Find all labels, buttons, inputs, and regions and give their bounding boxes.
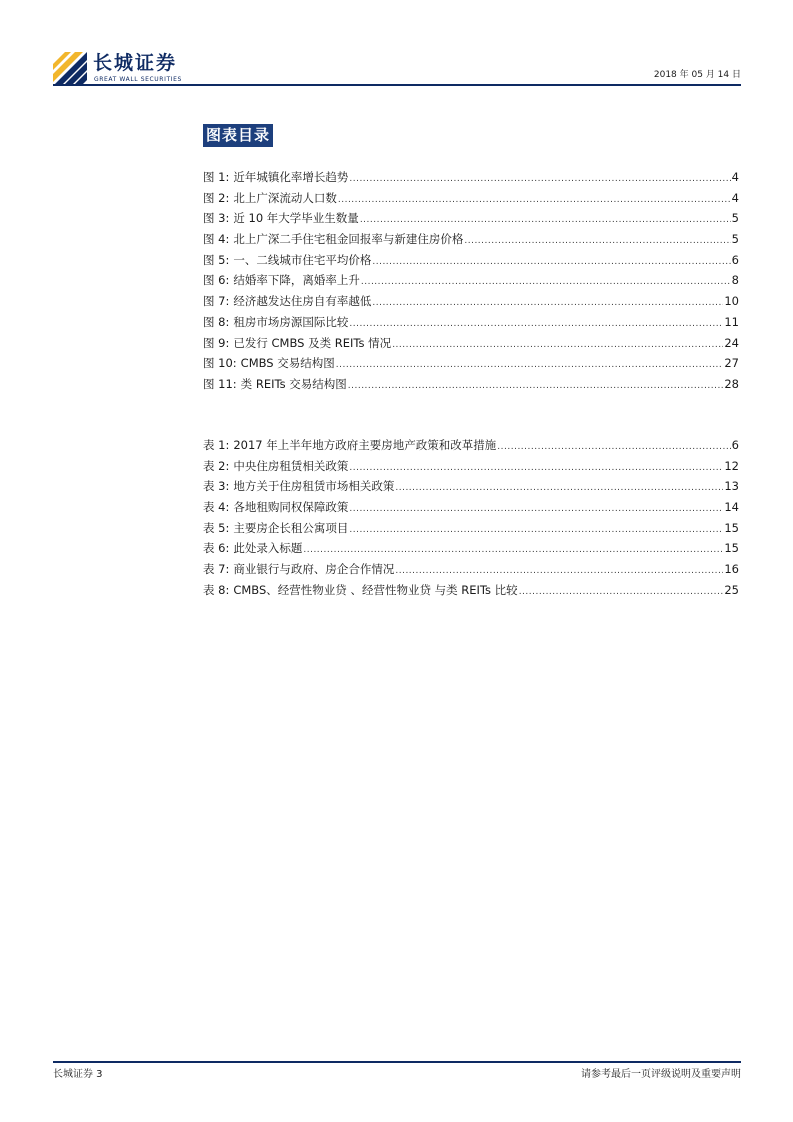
- entry-title: 近年城镇化率增长趋势: [233, 170, 349, 184]
- entry-label: 图 11:: [203, 376, 237, 391]
- entry-label: 表 3:: [203, 479, 230, 494]
- dot-leader: [348, 376, 724, 397]
- entry-page: 6: [731, 438, 739, 452]
- dot-leader: [349, 499, 723, 520]
- figure-list: [203, 167, 739, 395]
- entry-label: 表 5:: [203, 520, 230, 535]
- entry-label: 表 4:: [203, 500, 230, 515]
- entry-title: 结婚率下降，离婚率上升: [233, 273, 360, 288]
- entry-page: 5: [731, 211, 739, 226]
- toc-entry-figure-3[interactable]: [203, 208, 739, 229]
- dot-leader: [372, 252, 730, 273]
- table-list: [203, 435, 739, 601]
- dot-leader: [392, 335, 723, 356]
- entry-label: 图 9:: [203, 335, 230, 350]
- entry-title: CMBS 交易结构图: [240, 356, 335, 371]
- toc-entry-figure-10[interactable]: [203, 353, 739, 374]
- entry-label: 图 5:: [203, 252, 230, 267]
- entry-page: 14: [724, 500, 739, 515]
- entry-title: 商业银行与政府、房企合作情况: [233, 562, 395, 577]
- entry-title: 2017 年上半年地方政府主要房地产政策和改革措施: [233, 438, 497, 452]
- toc-entry-table-3[interactable]: [203, 476, 739, 497]
- toc-entry-figure-4[interactable]: [203, 229, 739, 250]
- entry-label: 表 8:: [203, 582, 230, 597]
- company-name-en: GREAT WALL SECURITIES: [94, 76, 182, 83]
- dot-leader: [349, 520, 723, 541]
- entry-page: 8: [731, 273, 739, 288]
- toc-entry-figure-7[interactable]: [203, 291, 739, 312]
- toc-entry-table-8[interactable]: [203, 580, 739, 601]
- entry-label: 表 2:: [203, 458, 230, 473]
- entry-title: 已发行 CMBS 及类 REITs 情况: [233, 335, 392, 350]
- great-wall-logo-icon: [53, 52, 87, 86]
- footer-disclaimer: 请参考最后一页评级说明及重要声明: [581, 1069, 741, 1080]
- toc-entry-table-6[interactable]: [203, 538, 739, 559]
- entry-title: 主要房企长租公寓项目: [233, 520, 349, 535]
- toc-entry-table-5[interactable]: [203, 518, 739, 539]
- entry-label: 图 10:: [203, 356, 237, 371]
- toc-entry-figure-1[interactable]: [203, 167, 739, 188]
- entry-page: 15: [724, 520, 739, 535]
- toc-entry-figure-5[interactable]: [203, 250, 739, 271]
- toc-entry-table-7[interactable]: [203, 559, 739, 580]
- dot-leader: [338, 190, 731, 211]
- entry-label: 图 8:: [203, 314, 230, 329]
- entry-label: 图 1:: [203, 170, 230, 184]
- report-date: 2018 年 05 月 14 日: [653, 70, 741, 80]
- toc-entry-figure-11[interactable]: [203, 374, 739, 395]
- entry-page: 10: [724, 294, 739, 309]
- entry-label: 图 6:: [203, 273, 230, 288]
- footer-divider: [53, 1061, 741, 1063]
- entry-title: 此处录入标题: [233, 541, 303, 556]
- entry-page: 5: [731, 232, 739, 247]
- footer-page-label: 长城证券 3: [53, 1069, 103, 1080]
- dot-leader: [336, 355, 724, 376]
- dot-leader: [349, 169, 730, 190]
- toc-entry-table-4[interactable]: [203, 497, 739, 518]
- entry-page: 4: [731, 190, 739, 205]
- toc-entry-figure-8[interactable]: [203, 312, 739, 333]
- entry-label: 图 2:: [203, 190, 230, 205]
- page-header: [53, 52, 741, 86]
- entry-label: 表 7:: [203, 562, 230, 577]
- dot-leader: [303, 540, 723, 561]
- toc-entry-table-1[interactable]: [203, 435, 739, 456]
- entry-label: 图 4:: [203, 232, 230, 247]
- entry-title: 类 REITs 交易结构图: [240, 376, 347, 391]
- toc-entry-figure-6[interactable]: [203, 270, 739, 291]
- company-name-cn: 长城证券: [93, 52, 178, 74]
- entry-page: 27: [724, 356, 739, 371]
- dot-leader: [372, 293, 723, 314]
- entry-page: 25: [724, 582, 739, 597]
- entry-page: 12: [724, 458, 739, 473]
- entry-page: 24: [724, 335, 739, 350]
- dot-leader: [464, 231, 730, 252]
- entry-title: 经济越发达住房自有率越低: [233, 294, 372, 309]
- dot-leader: [395, 561, 723, 582]
- entry-title: 租房市场房源国际比较: [233, 314, 349, 329]
- entry-title: 北上广深二手住宅租金回报率与新建住房价格: [233, 232, 464, 247]
- entry-page: 16: [724, 562, 739, 577]
- entry-title: 近 10 年大学毕业生数量: [233, 211, 359, 226]
- entry-title: 中央住房租赁相关政策: [233, 458, 349, 473]
- entry-label: 图 3:: [203, 211, 230, 226]
- entry-label: 图 7:: [203, 294, 230, 309]
- entry-page: 15: [724, 541, 739, 556]
- entry-title: 北上广深流动人口数: [233, 190, 337, 205]
- toc-title: 图表目录: [203, 124, 273, 147]
- dot-leader: [361, 272, 731, 293]
- dot-leader: [519, 582, 724, 603]
- dot-leader: [349, 314, 723, 335]
- toc-entry-figure-2[interactable]: [203, 188, 739, 209]
- entry-page: 4: [731, 170, 739, 184]
- toc-entry-table-2[interactable]: [203, 456, 739, 477]
- entry-label: 表 6:: [203, 541, 230, 556]
- entry-page: 13: [724, 479, 739, 494]
- entry-page: 11: [724, 314, 739, 329]
- entry-title: 一、二线城市住宅平均价格: [233, 252, 372, 267]
- entry-label: 表 1:: [203, 438, 230, 452]
- header-divider: [53, 84, 741, 86]
- dot-leader: [395, 478, 723, 499]
- entry-title: 地方关于住房租赁市场相关政策: [233, 479, 395, 494]
- entry-page: 28: [724, 376, 739, 391]
- dot-leader: [497, 437, 730, 458]
- entry-page: 6: [731, 252, 739, 267]
- toc-entry-figure-9[interactable]: [203, 333, 739, 354]
- entry-title: 各地租购同权保障政策: [233, 500, 349, 515]
- dot-leader: [349, 458, 723, 479]
- dot-leader: [360, 210, 731, 231]
- entry-title: CMBS、经营性物业贷 、经营性物业贷 与类 REITs 比较: [233, 582, 518, 597]
